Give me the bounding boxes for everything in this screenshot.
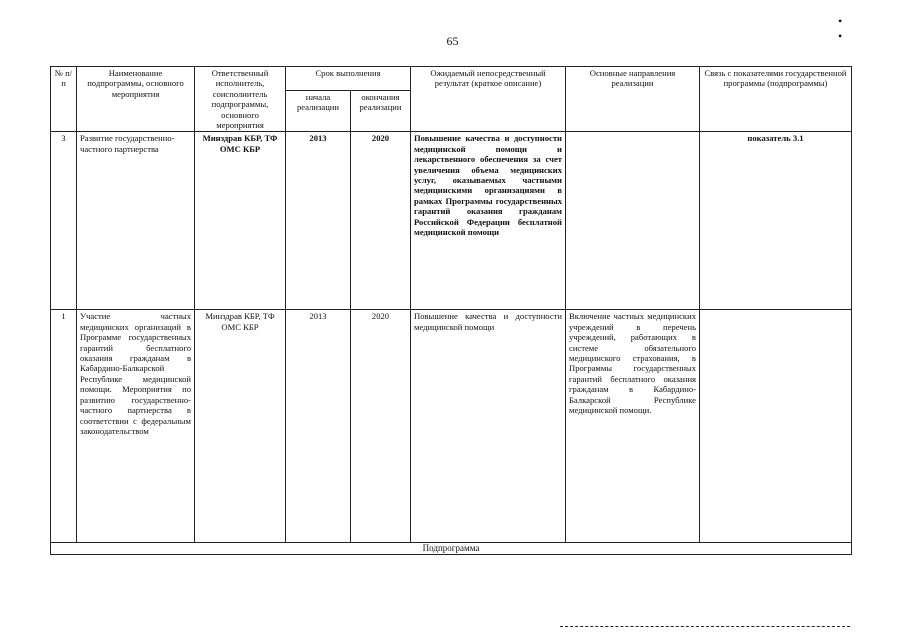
row-end: 2020 <box>351 310 411 543</box>
row-name: Развитие государственно-частного партнерства <box>77 132 195 310</box>
row-name: Участие частных медицинских организаций в Программе государственных гарантий бесплатного оказания гражданам в Кабардино-Балкарской Республике медицинской помощи. Мероприятия по развитию государственно-частного партнерства в соответствии с федеральным законодательством <box>77 310 195 543</box>
program-table <box>50 66 852 555</box>
header-term-end: окончания реализации <box>351 90 411 132</box>
row-responsible: Минздрав КБР, ТФ ОМС КБР <box>195 132 286 310</box>
header-directions: Основные направления реализации <box>566 67 700 132</box>
header-name: Наименование подпрограммы, основного мероприятия <box>77 67 195 132</box>
header-term-start: начала реализации <box>286 90 351 132</box>
header-num: № п/п <box>51 67 77 132</box>
header-expected: Ожидаемый непосредственный результат (краткое описание) <box>411 67 566 132</box>
bottom-divider <box>560 626 850 629</box>
subprogram-label: Подпрограмма <box>51 543 852 555</box>
row-num: 3 <box>51 132 77 310</box>
row-directions: Включение частных медицинских учреждений в перечень учреждений, работающих в системе обязательного медицинского страхования, в Программы государственных гарантий бесплатного оказания гражданам в Кабардино-Балкарской Республике медицинской помощи. <box>566 310 700 543</box>
subprogram-row <box>51 543 852 555</box>
row-responsible: Минздрав КБР, ТФ ОМС КБР <box>195 310 286 543</box>
row-directions <box>566 132 700 310</box>
header-term: Срок выполнения <box>286 67 411 91</box>
header-row <box>51 67 852 91</box>
corner-marks: • • <box>838 14 873 43</box>
table-row <box>51 132 852 310</box>
page-number: 65 <box>446 34 459 48</box>
row-expected: Повышение качества и доступности медицинской помощи и лекарственного обеспечения за счет увеличения объема медицинских услуг, оказываемых частными медицинскими организациями в рамках Программы государственных гарантий оказания гражданам Российской Федерации бесплатной медицинской помощи <box>411 132 566 310</box>
row-start: 2013 <box>286 310 351 543</box>
header-link: Связь с показателями государственной программы (подпрограммы) <box>700 67 852 132</box>
header-responsible: Ответственный исполнитель, соисполнитель подпрограммы, основного мероприятия <box>195 67 286 132</box>
table-row <box>51 310 852 543</box>
row-link <box>700 310 852 543</box>
row-start: 2013 <box>286 132 351 310</box>
row-end: 2020 <box>351 132 411 310</box>
row-num: 1 <box>51 310 77 543</box>
row-expected: Повышение качества и доступности медицинской помощи <box>411 310 566 543</box>
row-link: показатель 3.1 <box>700 132 852 310</box>
